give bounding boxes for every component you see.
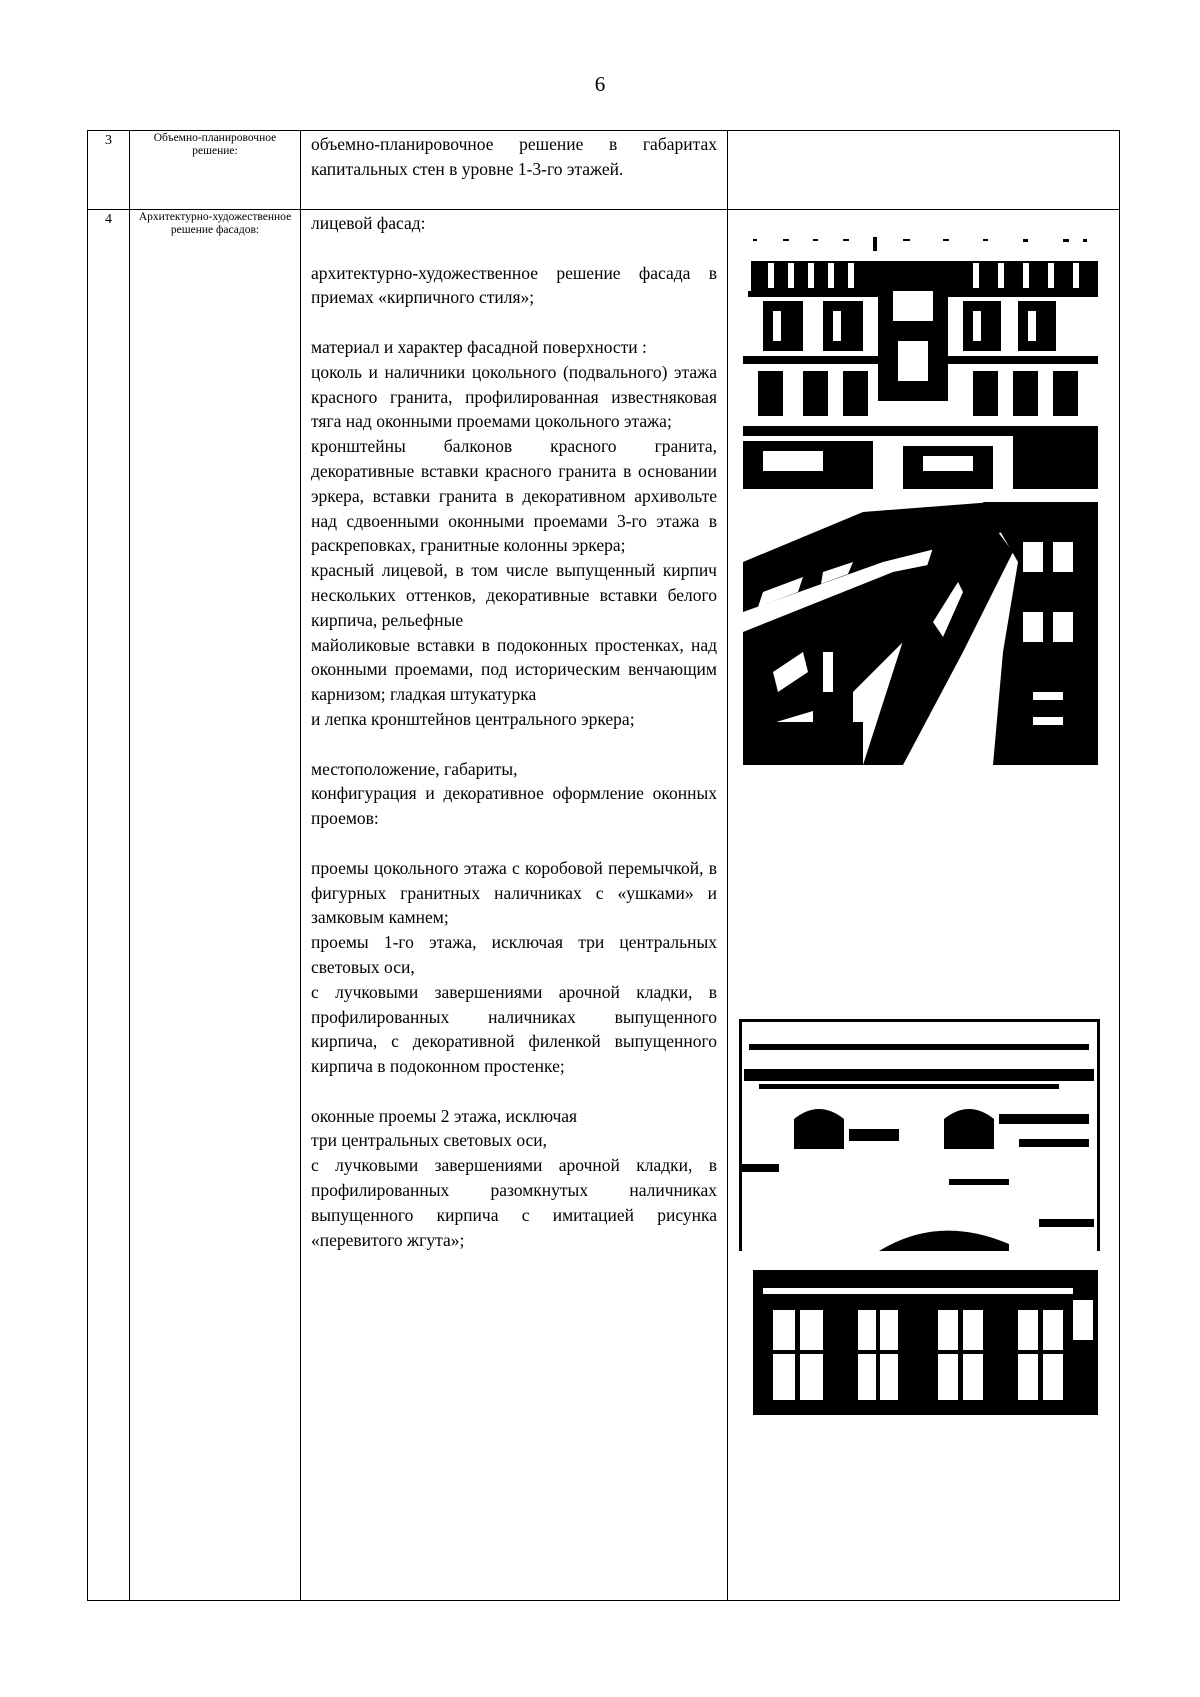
row-number: 3 <box>88 131 130 210</box>
empty-cell <box>728 131 1120 210</box>
description-paragraph: проемы 1-го этажа, исключая три центральных световых оси, <box>311 932 717 977</box>
windows-second-floor-photo <box>743 1270 1098 1415</box>
row-description <box>301 210 728 1601</box>
description-paragraph: архитектурно-художественное решение фасада в приемах «кирпичного стиля»; <box>311 262 717 308</box>
description-paragraph: майоликовые вставки в подоконных простенках, над оконными проемами, под историческим венчающим карнизом; гладкая штукатурка <box>311 634 717 705</box>
description-paragraph: местоположение, габариты, <box>311 758 518 779</box>
page-number: 6 <box>594 72 606 96</box>
row-description <box>301 131 728 210</box>
paragraph-gap <box>311 236 717 261</box>
row-name: Объемно-планировочное решение: <box>130 131 301 210</box>
facade-angle-photo <box>743 502 1098 765</box>
description-paragraph: кронштейны балконов красного гранита, декоративные вставки красного гранита в основании эркера, вставки гранита в декоративном архивольте над сдвоенными оконными проемами 3-го этажа в раскреповках, гранитные колонны эркера; <box>311 436 717 556</box>
description-paragraph: три центральных световых оси, <box>311 1130 548 1151</box>
description-paragraph: лицевой фасад: <box>311 213 426 233</box>
table-row <box>88 131 1120 210</box>
table-row <box>88 210 1120 1601</box>
description-paragraph: материал и характер фасадной поверхности : <box>311 336 647 357</box>
description-paragraph: красный лицевой, в том числе выпущенный кирпич нескольких оттенков, декоративные вставки белого кирпича, рельефные <box>311 560 717 630</box>
photos-cell <box>728 210 1120 1601</box>
description-paragraph: конфигурация и декоративное оформление оконных проемов: <box>311 783 717 829</box>
facade-table <box>87 130 1120 1601</box>
description-paragraph: объемно-планировочное решение в габаритах капитальных стен в уровне 1-3-го этажей. <box>311 134 717 179</box>
paragraph-gap <box>311 732 717 757</box>
description-paragraph: и лепка кронштейнов центрального эркера; <box>311 708 635 729</box>
windows-photo <box>739 1019 1100 1251</box>
description-paragraph: цоколь и наличники цокольного (подвального) этажа красного гранита, профилированная известняковая тяга над оконными проемами цокольного этажа; <box>311 361 717 432</box>
paragraph-gap <box>311 831 717 856</box>
facade-photo <box>743 231 1098 489</box>
row-name: Архитектурно-художественное решение фасадов: <box>130 210 301 1601</box>
description-paragraph: проемы цокольного этажа с коробовой перемычкой, в фигурных гранитных наличниках с «ушками» и замковым камнем; <box>311 857 717 928</box>
description-paragraph: оконные проемы 2 этажа, исключая <box>311 1105 578 1126</box>
row-number: 4 <box>88 210 130 1601</box>
paragraph-gap <box>311 310 717 335</box>
description-paragraph: с лучковыми завершениями арочной кладки, в профилированных разомкнутых наличниках выпущенного кирпича с имитацией рисунка «перевитого жгута»; <box>311 1155 717 1250</box>
paragraph-gap <box>311 1079 717 1104</box>
description-paragraph: с лучковыми завершениями арочной кладки, в профилированных наличниках выпущенного кирпича, с декоративной филенкой выпущенного кирпича в подоконном простенке; <box>311 981 717 1077</box>
